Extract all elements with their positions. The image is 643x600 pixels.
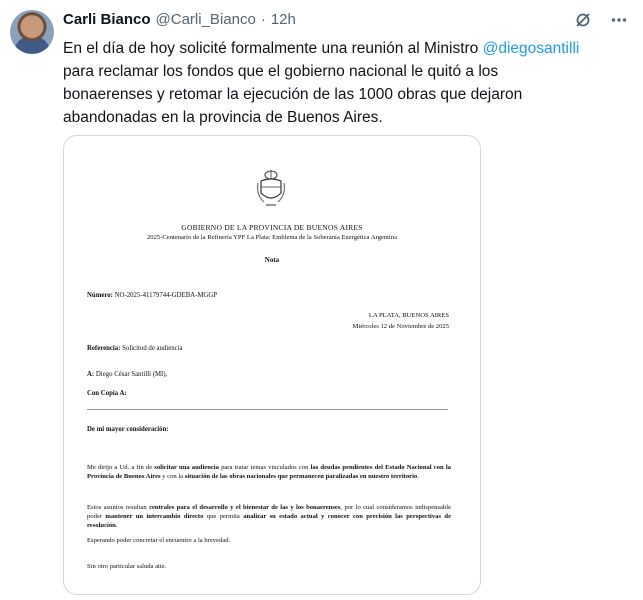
more-icon[interactable]	[609, 10, 629, 30]
doc-type: Nota	[264, 256, 280, 264]
divider	[87, 409, 448, 410]
paragraph-4: Sin otro particular saluda atte.	[87, 563, 167, 570]
text-run: , por lo cual consideramos indispensable poder	[87, 504, 452, 520]
recipient-label: A:	[87, 371, 95, 378]
text-run: solicitar una audiencia	[154, 464, 219, 471]
numero-field	[87, 292, 217, 299]
date: Miércoles 12 de Noviembre de 2025	[352, 323, 449, 330]
text-run: situación de las obras nacionales que permanecen paralizadas en nuestro territorio	[184, 473, 418, 480]
slashed-circle-icon[interactable]	[573, 10, 593, 30]
text-run: las deudas pendientes del Estado Nacional con la Provincia de Buenos Aires	[87, 464, 451, 480]
paragraph-2	[87, 503, 451, 530]
text-run: para tratar temas vinculados con	[218, 464, 311, 471]
referencia-field	[87, 345, 183, 352]
text-run: mantener un intercambio directo	[105, 513, 204, 520]
avatar[interactable]	[10, 10, 54, 54]
text-run: y con la	[160, 473, 185, 480]
copy-label: Con Copia A:	[87, 390, 127, 397]
recipient-field	[87, 371, 167, 378]
text-run: Estos asuntos resultan	[87, 504, 150, 511]
recipient-value: Diego César Santilli (MI),	[95, 371, 168, 378]
mention-link[interactable]: @diegosantilli	[482, 40, 580, 57]
text-run: .	[115, 522, 118, 529]
text-run: .	[417, 473, 419, 480]
referencia-value: Solicitud de audiencia	[122, 345, 183, 352]
tweet-header	[63, 11, 296, 28]
gov-subheading: 2025-Centenario de la Refinería YPF La Plata: Emblema de la Soberanía Energética Argentina	[147, 234, 397, 241]
text-run: analizar su estado actual y conocer con precisión las perspectivas de resolución	[87, 513, 451, 529]
separator: ·	[260, 11, 266, 28]
tweet-text	[63, 37, 631, 129]
place: LA PLATA, BUENOS AIRES	[368, 312, 449, 319]
text-run: centrales para el desarrollo y el bienestar de las y los bonaerenses	[149, 504, 341, 511]
numero-value: NO-2025-41179744-GDEBA-MGGP	[114, 292, 218, 299]
paragraph-3: Esperando poder concretar el encuentro a la brevedad.	[87, 537, 231, 544]
text-run: que permita	[203, 513, 244, 520]
gov-heading: GOBIERNO DE LA PROVINCIA DE BUENOS AIRES	[181, 223, 363, 232]
attached-image[interactable]	[63, 135, 481, 595]
author-name[interactable]: Carli Bianco	[63, 11, 151, 28]
copy-field	[87, 390, 127, 397]
province-crest-icon	[254, 169, 288, 209]
timestamp[interactable]: 12h	[270, 11, 296, 28]
official-note-document	[64, 136, 480, 594]
tweet-text-part: En el día de hoy solicité formalmente una reunión al Ministro	[63, 40, 483, 57]
tweet-actions	[573, 10, 629, 30]
tweet-text-part: para reclamar los fondos que el gobierno nacional le quitó a los bonaerenses y retomar la ejecución de las 1000 obras que dejaron abandonadas en la provincia de Buenos Aires.	[63, 63, 523, 126]
paragraph-1	[87, 463, 451, 481]
numero-label: Número:	[87, 292, 113, 299]
greeting: De mi mayor consideración:	[87, 426, 169, 433]
text-run: Me dirijo a Ud. a fin de	[87, 464, 155, 471]
referencia-label: Referencia:	[87, 345, 121, 352]
author-handle[interactable]: @Carli_Bianco	[155, 11, 256, 28]
